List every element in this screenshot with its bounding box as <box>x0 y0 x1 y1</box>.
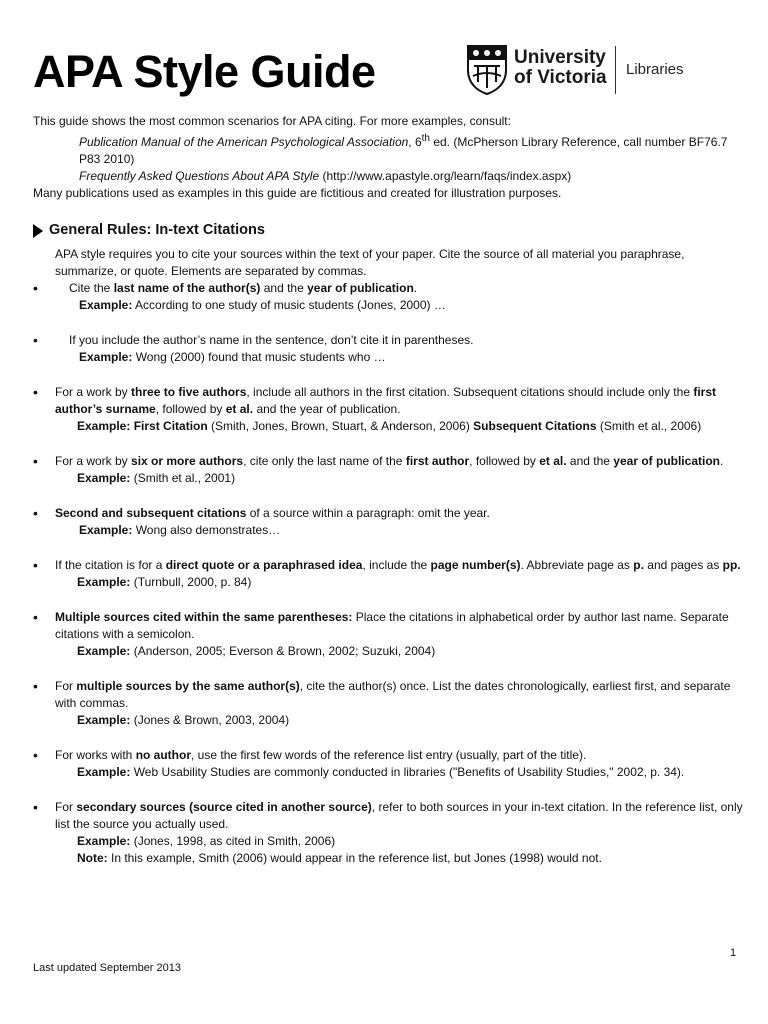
rule-text: For a work by six or more authors, cite only the last name of the first author, followed by et al. and the year of publication. <box>55 454 724 468</box>
rule-example: Example: (Jones, 1998, as cited in Smith, 2006) <box>77 834 336 848</box>
section-heading <box>33 222 745 239</box>
rule-item-9 <box>33 747 745 781</box>
bullet-icon: • <box>33 453 38 469</box>
bullet-icon: • <box>33 384 38 400</box>
rule-text: For secondary sources (source cited in another source), refer to both sources in your in-text citation. In the reference list, only list the source you actually used. <box>55 800 743 831</box>
rule-text: If the citation is for a direct quote or a paraphrased idea, include the page number(s). Abbreviate page as p. and pages as pp. <box>55 558 741 572</box>
rule-example: Example: (Jones & Brown, 2003, 2004) <box>77 713 290 727</box>
bullet-icon: • <box>33 799 38 815</box>
reference-manual <box>33 130 745 168</box>
university-logo <box>466 44 706 96</box>
page-number: 1 <box>730 947 737 959</box>
bullet-icon: • <box>33 280 38 296</box>
logo-wordmark <box>514 48 607 88</box>
rule-item-3 <box>33 384 745 435</box>
rule-item-6 <box>33 557 745 591</box>
rule-text: Multiple sources cited within the same parentheses: Place the citations in alphabetical order by author last name. Separate citations with a semicolon. <box>55 610 729 641</box>
bullet-icon: • <box>33 747 38 763</box>
rule-text: For multiple sources by the same author(s), cite the author(s) once. List the dates chronologically, earliest first, and separate with commas. <box>55 679 731 710</box>
bullet-icon: • <box>33 609 38 625</box>
rule-item-4 <box>33 453 745 487</box>
reference-faq-url: (http://www.apastyle.org/learn/faqs/index.aspx) <box>319 169 572 183</box>
section-intro: APA style requires you to cite your sources within the text of your paper. Cite the source of all material you paraphrase, summarize, or quote. Elements are separated by commas. <box>55 247 685 278</box>
crest-icon <box>466 44 508 96</box>
document-body <box>33 113 745 885</box>
section-heading-text: General Rules: In-text Citations <box>49 222 265 238</box>
reference-faq <box>33 168 745 185</box>
rule-item-10 <box>33 799 745 867</box>
rule-example: Example: According to one study of music students (Jones, 2000) … <box>79 298 446 312</box>
bullet-icon: • <box>33 505 38 521</box>
rule-item-1 <box>33 280 745 314</box>
rule-example: Example: Web Usability Studies are commonly conducted in libraries ("Benefits of Usability Studies," 2002, p. 34). <box>77 765 685 779</box>
rule-item-7 <box>33 609 745 660</box>
rule-item-5 <box>33 505 745 539</box>
footer-updated: Last updated September 2013 <box>33 962 182 974</box>
rule-example: Example: First Citation (Smith, Jones, Brown, Stuart, & Anderson, 2006) Subsequent Citations (Smith et al., 2006) <box>77 419 702 433</box>
rule-example: Example: (Anderson, 2005; Everson & Brown, 2002; Suzuki, 2004) <box>77 644 436 658</box>
rule-text: For works with no author, use the first few words of the reference list entry (usually, part of the title). <box>55 748 587 762</box>
reference-edition-sup: th <box>421 133 430 144</box>
bullet-icon: • <box>33 557 38 573</box>
reference-manual-title: Publication Manual of the American Psychological Association <box>79 135 409 149</box>
reference-faq-title: Frequently Asked Questions About APA Style <box>79 169 320 183</box>
logo-university: University <box>514 47 606 68</box>
reference-manual-details: ed. (McPherson Library Reference, call number BF76.7 P83 2010) <box>79 135 728 166</box>
arrow-right-icon <box>33 224 43 238</box>
bullet-icon: • <box>33 332 38 348</box>
rule-text: Second and subsequent citations of a source within a paragraph: omit the year. <box>55 506 490 520</box>
logo-of-victoria: of Victoria <box>514 67 607 88</box>
rules-list <box>33 280 745 867</box>
rule-example: Example: Wong (2000) found that music students who … <box>79 350 386 364</box>
rule-text: For a work by three to five authors, include all authors in the first citation. Subsequent citations should include only the first author’s surname, followed by et al. and the year of publication. <box>55 385 716 416</box>
intro-line: This guide shows the most common scenarios for APA citing. For more examples, consult: <box>33 114 511 128</box>
rule-note: Note: In this example, Smith (2006) would appear in the reference list, but Jones (1998) would not. <box>77 851 602 865</box>
rule-item-8 <box>33 678 745 729</box>
rule-text: If you include the author’s name in the sentence, don’t cite it in parentheses. <box>69 333 474 347</box>
rule-example: Example: (Smith et al., 2001) <box>77 471 236 485</box>
page-title: APA Style Guide <box>33 46 376 97</box>
rule-item-2 <box>33 332 745 366</box>
rule-example: Example: Wong also demonstrates… <box>79 523 281 537</box>
logo-divider <box>615 46 616 94</box>
bullet-icon: • <box>33 678 38 694</box>
rule-text: Cite the last name of the author(s) and the year of publication. <box>69 281 418 295</box>
reference-edition: , 6 <box>408 135 422 149</box>
disclaimer: Many publications used as examples in this guide are fictitious and created for illustration purposes. <box>33 186 562 200</box>
rule-example: Example: (Turnbull, 2000, p. 84) <box>77 575 252 589</box>
logo-libraries: Libraries <box>626 61 684 78</box>
